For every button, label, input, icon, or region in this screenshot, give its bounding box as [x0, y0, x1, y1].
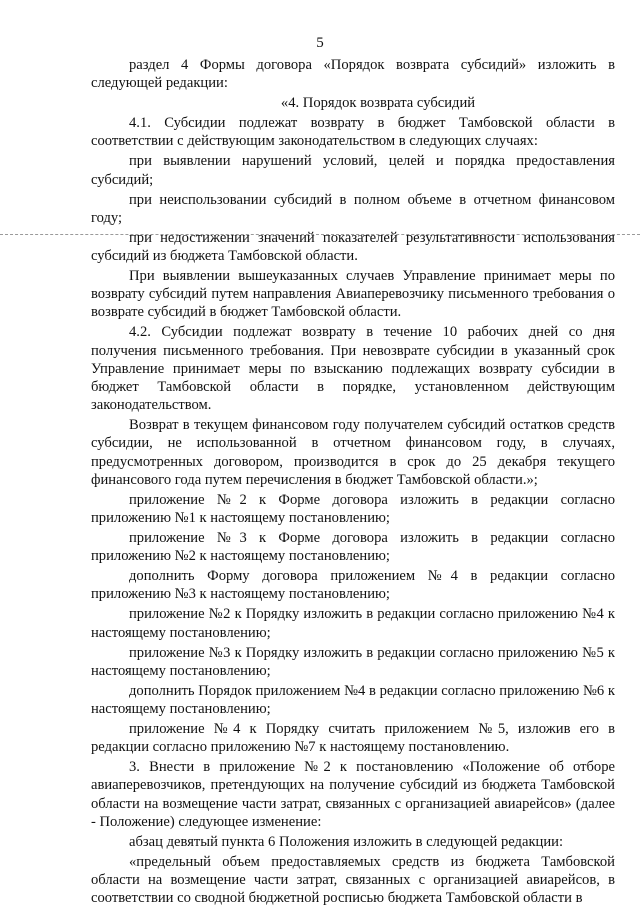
paragraph-max-volume: «предельный объем предоставляемых средств из бюджета Тамбовской области на возмещение части затрат, связанных с организацией авиарейсов, в соответствии со сводной бюджетной росписью бюджета Тамбовской области в [91, 853, 615, 907]
paragraph-4-2: 4.2. Субсидии подлежат возврату в течение 10 рабочих дней со дня получения письменного требования. При невозврате субсидии в указанный срок Управление принимает меры по взысканию подлежащих возврату субсидии в бюджет Тамбовской области в порядке, установленном действующим законодательством. [91, 324, 615, 414]
paragraph-case-violations: при выявлении нарушений условий, целей и порядка предоставления субсидий; [91, 153, 615, 188]
paragraph-appendix-2: приложение №2 к Форме договора изложить в редакции согласно приложению №1 к настоящему постановлению; [91, 491, 615, 527]
paragraph-appendix-3: приложение №3 к Форме договора изложить в редакции согласно приложению №2 к настоящему постановлению; [91, 530, 615, 565]
paragraph-case-unused: при неиспользовании субсидий в полном объеме в отчетном финансовом году; [91, 191, 615, 226]
page-number: 5 [316, 35, 324, 51]
paragraph-order-appendix-4-to-5: приложение №4 к Порядку считать приложением №5, изложив его в редакции согласно приложению №7 к настоящему постановлению. [91, 721, 615, 756]
paragraph-section-4-intro: раздел 4 Формы договора «Порядок возврата субсидий» изложить в следующей редакции: [91, 57, 615, 92]
paragraph-4-1: 4.1. Субсидии подлежат возврату в бюджет Тамбовской области в соответствии с действующим законодательством в следующих случаях: [91, 115, 615, 150]
document-body [91, 56, 615, 909]
paragraph-order-appendix-2: приложение №2 к Порядку изложить в редакции согласно приложению №4 к настоящему постановлению; [91, 606, 615, 641]
paragraph-case-indicators: при недостижении значений показателей результативности использования субсидий из бюджета Тамбовской области. [91, 229, 615, 265]
paragraph-ninth-clause: абзац девятый пункта 6 Положения изложить в следующей редакции: [129, 833, 564, 850]
paragraph-refund-current-year: Возврат в текущем финансовом году получателем субсидий остатков средств субсидии, не использованной в отчетном финансовом году, в случаях, предусмотренных договором, производится в срок до 25 декабря текущего финансового года путем перечисления в бюджет Тамбовской области.»; [91, 417, 615, 488]
section-heading: «4. Порядок возврата субсидий [280, 95, 476, 112]
paragraph-order-appendix-3: приложение №3 к Порядку изложить в редакции согласно приложению №5 к настоящему постановлению; [91, 644, 615, 679]
paragraph-add-appendix-4-form: дополнить Форму договора приложением №4 в редакции согласно приложению №3 к настоящему постановлению; [91, 568, 615, 603]
paragraph-item-3: 3. Внести в приложение №2 к постановлению «Положение об отборе авиаперевозчиков, претендующих на получение субсидий из бюджета Тамбовской области на возмещение части затрат, связанных с организацией авиарейсов» (далее - Положение) следующее изменение: [91, 759, 615, 830]
paragraph-add-order-appendix-4: дополнить Порядок приложением №4 в редакции согласно приложению №6 к настоящему постановлению; [91, 682, 615, 718]
paragraph-measures: При выявлении вышеуказанных случаев Управление принимает меры по возврату субсидий путем направления Авиаперевозчику письменного требования о возврате субсидий в бюджет Тамбовской области. [91, 268, 615, 321]
